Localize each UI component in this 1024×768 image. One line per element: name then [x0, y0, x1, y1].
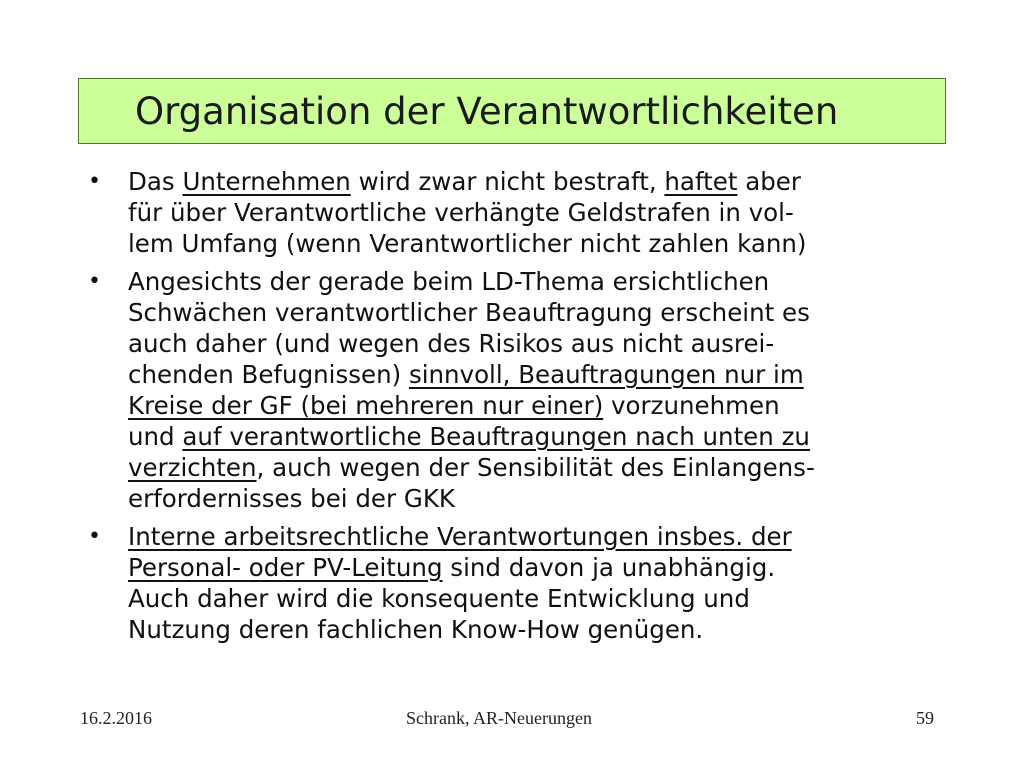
- bullet-text: Angesichts der gerade beim LD-Thema ersichtlichen: [128, 267, 770, 296]
- bullet-text: auch daher (und wegen des Risikos aus nicht ausrei-: [128, 329, 775, 358]
- bullet-line: [128, 552, 948, 583]
- bullet-line: [128, 390, 948, 421]
- bullet-text: wird zwar nicht bestraft,: [350, 167, 665, 196]
- bullet-line: [128, 583, 948, 614]
- bullet-text: aber: [737, 167, 801, 196]
- bullet-text: vorzunehmen: [603, 391, 780, 420]
- bullet-line: [128, 166, 948, 197]
- underlined-text: sinnvoll, Beauftragungen nur im: [408, 360, 804, 389]
- slide-title: Organisation der Verantwortlichkeiten: [135, 89, 839, 133]
- bullet-text: Auch daher wird die konsequente Entwicklung und: [128, 584, 750, 613]
- bullet-item: [88, 521, 948, 645]
- footer-presenter: Schrank, AR-Neuerungen: [406, 708, 592, 728]
- bullet-line: [128, 521, 948, 552]
- underlined-text: Interne arbeitsrechtliche Verantwortungen insbes. der: [128, 522, 792, 551]
- bullet-text: sind davon ja unabhängig.: [442, 553, 776, 582]
- underlined-text: Unternehmen: [182, 167, 351, 196]
- bullet-text: erfordernisses bei der GKK: [128, 484, 455, 513]
- bullet-line: [128, 421, 948, 452]
- page-number: 59: [916, 708, 934, 728]
- underlined-text: Kreise der GF (bei mehreren nur einer): [128, 391, 604, 420]
- bullet-dot-icon: •: [88, 524, 101, 549]
- bullet-text: und: [128, 422, 183, 451]
- bullet-item: [88, 166, 948, 259]
- bullet-line: [128, 328, 948, 359]
- underlined-text: haftet: [664, 167, 738, 196]
- bullet-line: [128, 483, 948, 514]
- underlined-text: Personal- oder PV-Leitung: [128, 553, 443, 582]
- bullet-item: [88, 266, 948, 514]
- title-box: [78, 78, 946, 144]
- bullet-dot-icon: •: [88, 269, 101, 294]
- bullet-line: [128, 452, 948, 483]
- underlined-text: verzichten: [128, 453, 257, 482]
- bullet-line: [128, 228, 948, 259]
- underlined-text: auf verantwortliche Beauftragungen nach unten zu: [182, 422, 810, 451]
- bullet-line: [128, 266, 948, 297]
- bullet-line: [128, 197, 948, 228]
- bullet-list: [88, 166, 948, 652]
- bullet-text: Schwächen verantwortlicher Beauftragung erscheint es: [128, 298, 810, 327]
- bullet-text: Nutzung deren fachlichen Know-How genügen.: [128, 615, 704, 644]
- footer-date: 16.2.2016: [80, 708, 152, 728]
- bullet-line: [128, 359, 948, 390]
- bullet-text: Das: [128, 167, 183, 196]
- bullet-line: [128, 297, 948, 328]
- bullet-line: [128, 614, 948, 645]
- bullet-dot-icon: •: [88, 169, 101, 194]
- bullet-text: lem Umfang (wenn Verantwortlicher nicht zahlen kann): [128, 229, 807, 258]
- bullet-text: , auch wegen der Sensibilität des Einlangens-: [256, 453, 815, 482]
- bullet-text: für über Verantwortliche verhängte Geldstrafen in vol-: [128, 198, 794, 227]
- bullet-text: chenden Befugnissen): [128, 360, 409, 389]
